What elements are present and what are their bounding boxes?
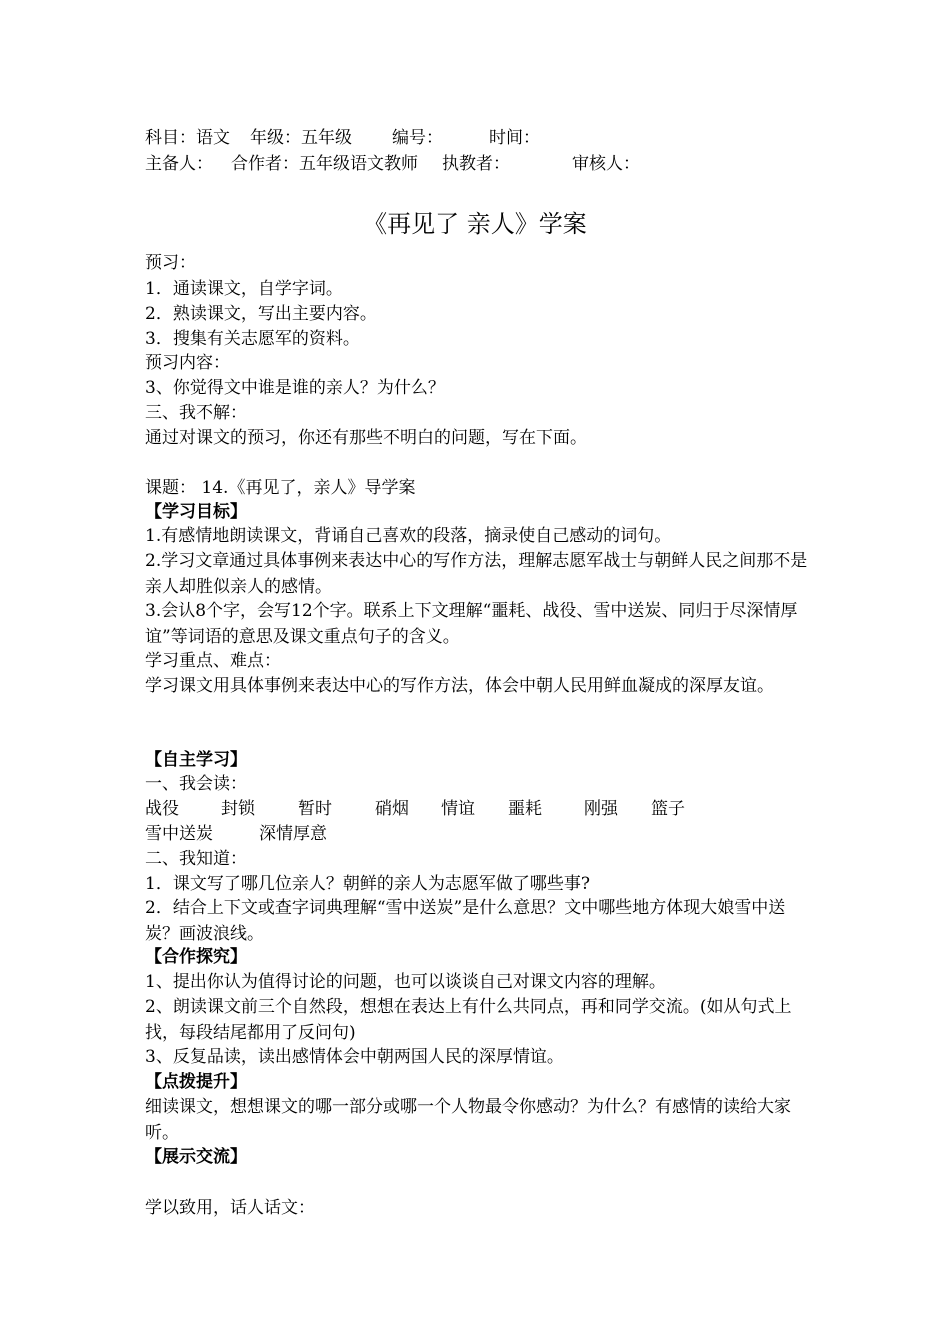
know-item: 2．结合上下文或查字词典理解“雪中送炭”是什么意思？文中哪些地方体现大娘雪中送炭？画波浪线。 — [145, 898, 786, 944]
word-item: 封锁 — [221, 799, 255, 819]
word-list-row-2 — [145, 821, 815, 847]
header-executor: 执教者： — [442, 154, 510, 174]
header-preparer: 主备人： — [145, 154, 213, 174]
lesson-topic: 课题： 14.《再见了，亲人》导学案 — [145, 478, 416, 498]
document-title: 《再见了 亲人》学案 — [363, 210, 587, 238]
preview-item: 2．熟读课文，写出主要内容。 — [145, 304, 377, 324]
key-text: 学习课文用具体事例来表达中心的写作方法，体会中朝人民用鲜血凝成的深厚友谊。 — [145, 676, 774, 696]
header-grade: 年级：五年级 — [250, 128, 352, 148]
preview-item: 1．通读课文，自学字词。 — [145, 279, 343, 299]
word-item: 战役 — [145, 799, 179, 819]
goals-heading: 【学习目标】 — [145, 502, 247, 522]
preview-item: 3．搜集有关志愿军的资料。 — [145, 329, 360, 349]
header-row-1 — [145, 125, 815, 151]
word-item: 硝烟 — [375, 799, 409, 819]
word-item: 雪中送炭 — [145, 824, 213, 844]
goal-item: 3.会认8个字，会写12个字。联系上下文理解“噩耗、战役、雪中送炭、同归于尽深情厚谊”等词语的意思及课文重点句子的含义。 — [145, 601, 798, 647]
header-collaborator: 合作者：五年级语文教师 — [231, 154, 418, 174]
cooperate-heading: 【合作探究】 — [145, 947, 247, 967]
word-item: 刚强 — [584, 799, 618, 819]
word-item: 情谊 — [441, 799, 475, 819]
apply-text: 学以致用，话人话文： — [145, 1198, 315, 1218]
word-item: 深情厚意 — [259, 824, 327, 844]
exchange-heading: 【展示交流】 — [145, 1147, 247, 1167]
word-list-row-1 — [145, 796, 815, 822]
goal-item: 1.有感情地朗读课文，背诵自己喜欢的段落，摘录使自己感动的词句。 — [145, 526, 672, 546]
word-item: 暂时 — [298, 799, 332, 819]
preview-content-heading: 预习内容： — [145, 353, 230, 373]
goal-item: 2.学习文章通过具体事例来表达中心的写作方法，理解志愿军战士与朝鲜人民之间那不是亲人却胜似亲人的感情。 — [145, 551, 808, 597]
header-row-2 — [145, 151, 815, 177]
unclear-heading: 三、我不解： — [145, 403, 247, 423]
header-reviewer: 审核人： — [572, 154, 640, 174]
preview-heading: 预习： — [145, 253, 196, 273]
word-item: 篮子 — [651, 799, 685, 819]
header-subject: 科目：语文 — [145, 128, 230, 148]
cooperate-item: 2、朗读课文前三个自然段，想想在表达上有什么共同点，再和同学交流。(如从句式上找，每段结尾都用了反问句) — [145, 997, 792, 1043]
header-number: 编号： — [392, 128, 443, 148]
header-time: 时间： — [489, 128, 540, 148]
cooperate-item: 1、提出你认为值得讨论的问题，也可以谈谈自己对课文内容的理解。 — [145, 972, 666, 992]
word-item: 噩耗 — [508, 799, 542, 819]
preview-question-3: 3、你觉得文中谁是谁的亲人？为什么？ — [145, 378, 445, 398]
self-study-heading: 【自主学习】 — [145, 750, 247, 770]
read-heading: 一、我会读： — [145, 774, 247, 794]
unclear-text: 通过对课文的预习，你还有那些不明白的问题，写在下面。 — [145, 428, 587, 448]
cooperate-item: 3、反复品读，读出感情体会中朝两国人民的深厚情谊。 — [145, 1047, 564, 1067]
know-item: 1．课文写了哪几位亲人？朝鲜的亲人为志愿军做了哪些事? — [145, 874, 590, 894]
improve-text: 细读课文，想想课文的哪一部分或哪一个人物最令你感动？为什么？有感情的读给大家听。 — [145, 1097, 791, 1143]
know-heading: 二、我知道： — [145, 849, 247, 869]
key-heading: 学习重点、难点： — [145, 651, 281, 671]
improve-heading: 【点拨提升】 — [145, 1072, 247, 1092]
